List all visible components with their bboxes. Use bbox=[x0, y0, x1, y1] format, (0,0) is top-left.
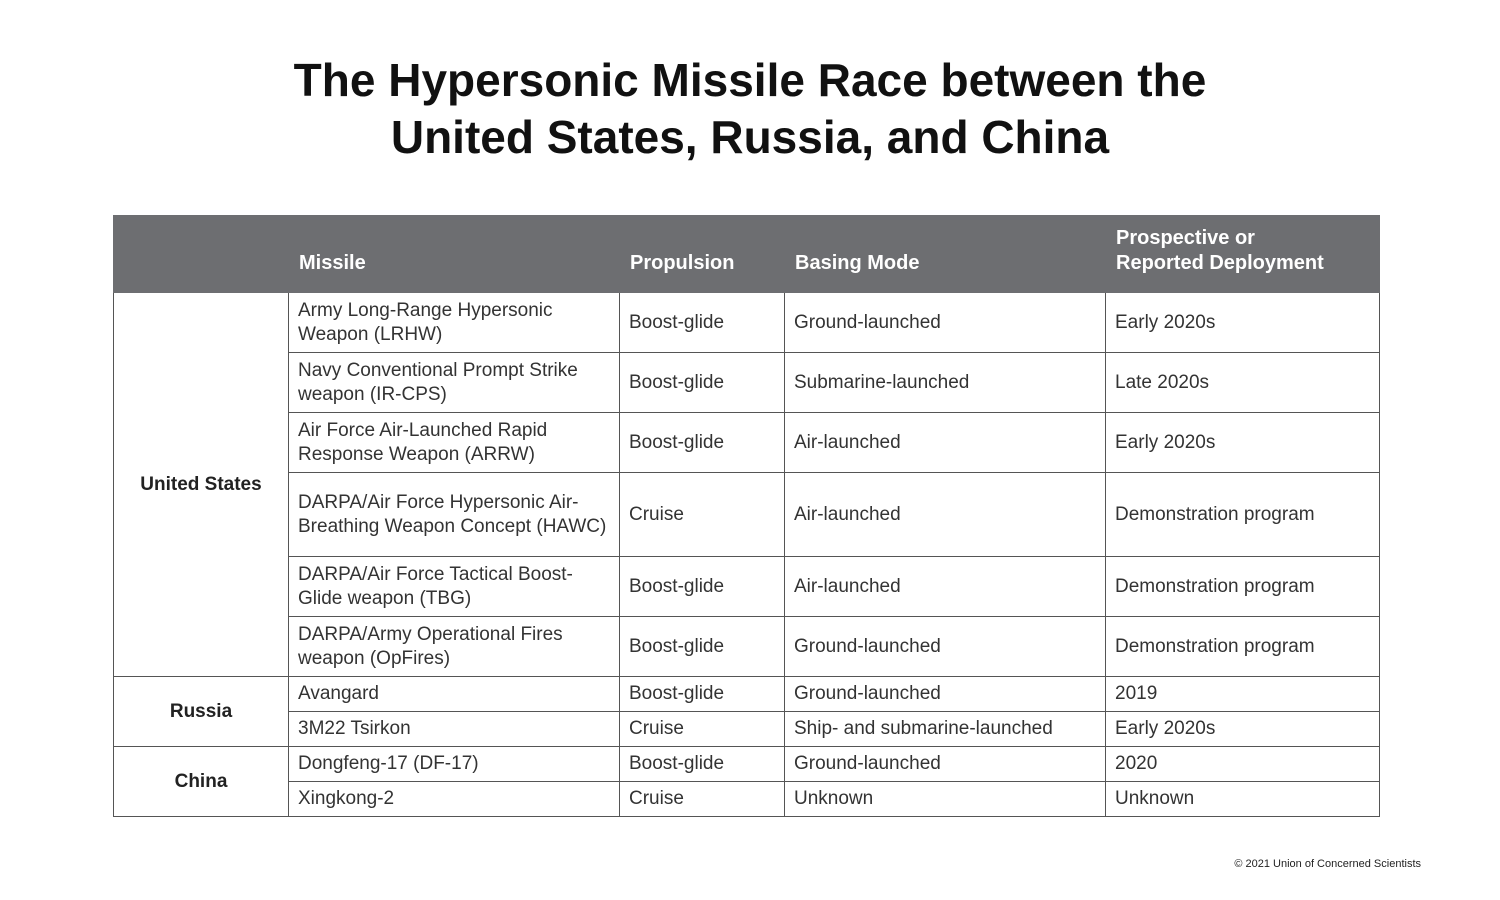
deployment-cell: Early 2020s bbox=[1106, 293, 1380, 353]
propulsion-cell: Cruise bbox=[620, 712, 785, 747]
country-cell-united-states: United States bbox=[114, 293, 289, 677]
basing-cell: Ground-launched bbox=[785, 617, 1106, 677]
title-line-2: United States, Russia, and China bbox=[390, 111, 1110, 163]
country-cell-china: China bbox=[114, 747, 289, 817]
missile-cell: Navy Conventional Prompt Strike weapon (IR-CPS) bbox=[289, 353, 620, 413]
propulsion-cell: Cruise bbox=[620, 473, 785, 557]
deployment-cell: Demonstration program bbox=[1106, 473, 1380, 557]
propulsion-cell: Cruise bbox=[620, 782, 785, 817]
basing-cell: Ground-launched bbox=[785, 293, 1106, 353]
missile-cell: Army Long-Range Hypersonic Weapon (LRHW) bbox=[289, 293, 620, 353]
header-deployment-line-2: Reported Deployment bbox=[1116, 252, 1324, 274]
header-deployment-line-1: Prospective or bbox=[1116, 227, 1255, 249]
missile-cell: Air Force Air-Launched Rapid Response Weapon (ARRW) bbox=[289, 413, 620, 473]
header-deployment bbox=[1106, 216, 1380, 293]
missile-cell: Dongfeng-17 (DF-17) bbox=[289, 747, 620, 782]
deployment-cell: Early 2020s bbox=[1106, 413, 1380, 473]
propulsion-cell: Boost-glide bbox=[620, 677, 785, 712]
propulsion-cell: Boost-glide bbox=[620, 293, 785, 353]
table-header-row bbox=[114, 216, 1380, 293]
basing-cell: Air-launched bbox=[785, 473, 1106, 557]
missile-table bbox=[113, 215, 1380, 817]
basing-cell: Unknown bbox=[785, 782, 1106, 817]
header-basing-mode: Basing Mode bbox=[785, 216, 1106, 293]
table-row bbox=[114, 747, 1380, 782]
missile-cell: DARPA/Air Force Hypersonic Air-Breathing Weapon Concept (HAWC) bbox=[289, 473, 620, 557]
header-country bbox=[114, 216, 289, 293]
propulsion-cell: Boost-glide bbox=[620, 353, 785, 413]
missile-cell: DARPA/Army Operational Fires weapon (OpFires) bbox=[289, 617, 620, 677]
table-row bbox=[114, 712, 1380, 747]
country-cell-russia: Russia bbox=[114, 677, 289, 747]
deployment-cell: Demonstration program bbox=[1106, 557, 1380, 617]
table-row bbox=[114, 473, 1380, 557]
missile-cell: Avangard bbox=[289, 677, 620, 712]
table-row bbox=[114, 413, 1380, 473]
basing-cell: Air-launched bbox=[785, 413, 1106, 473]
propulsion-cell: Boost-glide bbox=[620, 617, 785, 677]
page-title bbox=[0, 52, 1500, 166]
deployment-cell: 2020 bbox=[1106, 747, 1380, 782]
table-row bbox=[114, 557, 1380, 617]
deployment-cell: Early 2020s bbox=[1106, 712, 1380, 747]
basing-cell: Submarine-launched bbox=[785, 353, 1106, 413]
table-row bbox=[114, 677, 1380, 712]
propulsion-cell: Boost-glide bbox=[620, 413, 785, 473]
deployment-cell: Unknown bbox=[1106, 782, 1380, 817]
missile-cell: DARPA/Air Force Tactical Boost-Glide weapon (TBG) bbox=[289, 557, 620, 617]
basing-cell: Ground-launched bbox=[785, 677, 1106, 712]
table-row bbox=[114, 353, 1380, 413]
missile-cell: 3M22 Tsirkon bbox=[289, 712, 620, 747]
propulsion-cell: Boost-glide bbox=[620, 557, 785, 617]
copyright-notice: © 2021 Union of Concerned Scientists bbox=[1234, 858, 1421, 870]
deployment-cell: Demonstration program bbox=[1106, 617, 1380, 677]
basing-cell: Air-launched bbox=[785, 557, 1106, 617]
title-line-1: The Hypersonic Missile Race between the bbox=[293, 54, 1207, 106]
basing-cell: Ground-launched bbox=[785, 747, 1106, 782]
header-propulsion: Propulsion bbox=[620, 216, 785, 293]
deployment-cell: Late 2020s bbox=[1106, 353, 1380, 413]
basing-cell: Ship- and submarine-launched bbox=[785, 712, 1106, 747]
deployment-cell: 2019 bbox=[1106, 677, 1380, 712]
table-row bbox=[114, 782, 1380, 817]
table-row bbox=[114, 293, 1380, 353]
header-missile: Missile bbox=[289, 216, 620, 293]
missile-cell: Xingkong-2 bbox=[289, 782, 620, 817]
table-row bbox=[114, 617, 1380, 677]
propulsion-cell: Boost-glide bbox=[620, 747, 785, 782]
